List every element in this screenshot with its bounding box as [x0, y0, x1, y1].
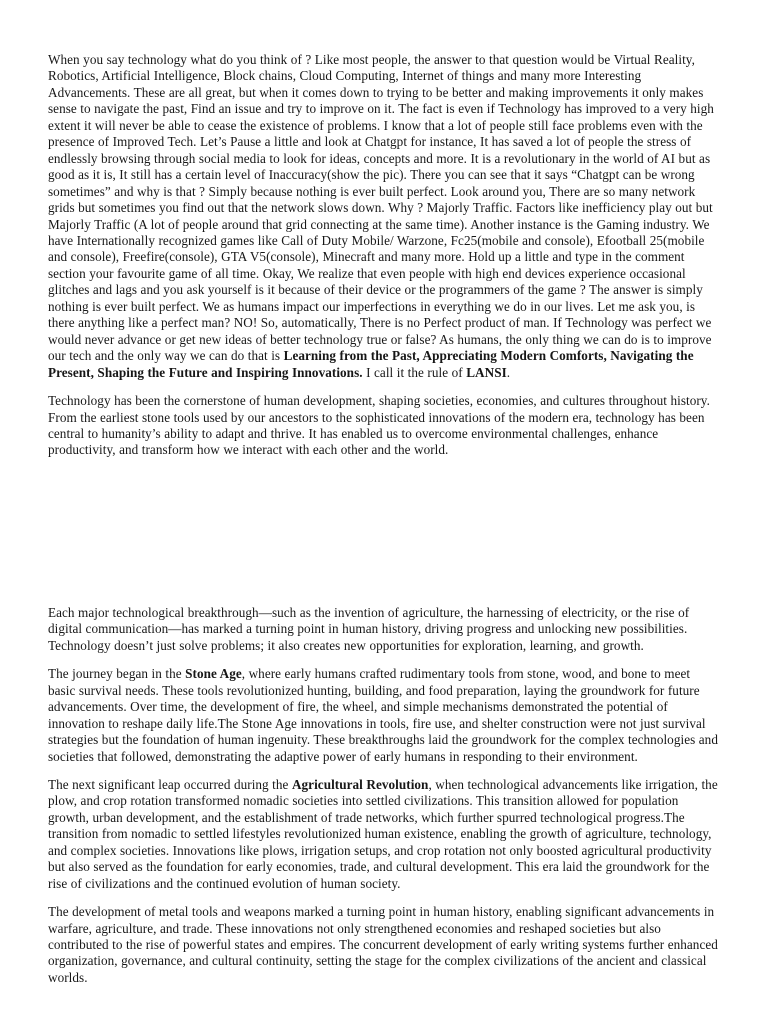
- paragraph-agricultural-revolution: [48, 777, 720, 892]
- paragraph-intro-bold-lansi: LANSI: [466, 364, 507, 380]
- paragraph-stone-age: [48, 666, 720, 765]
- paragraph-stone-age-text-1: The journey began in the: [48, 666, 186, 682]
- paragraph-breakthroughs: Each major technological breakthrough—such as the invention of agriculture, the harnessing of electricity, or the rise of digital communication—has marked a turning point in human history, driving progress and unlocking new possibilities. Technology doesn’t just solve problems; it also creates new opportunities for exploration, learning, and growth.: [48, 604, 690, 653]
- paragraph-metal-tools: The development of metal tools and weapons marked a turning point in human history, enabling significant advancements in warfare, agriculture, and trade. These innovations not only strengthened economies and reshaped societies but also contributed to the rise of powerful states and empires. The concurrent development of early writing systems further enhanced organization, governance, and cultural continuity, setting the stage for the complex civilizations of the ancient and classical worlds.: [48, 904, 718, 985]
- document-section-lower: [48, 605, 720, 987]
- paragraph-stone-age-bold-term: Stone Age: [185, 666, 242, 682]
- page-break-gap: [48, 471, 720, 605]
- document-body: [48, 52, 720, 986]
- paragraph-cornerstone: Technology has been the cornerstone of human development, shaping societies, economies, and cultures throughout history. From the earliest stone tools used by our ancestors to the sophisticated innovations of the modern era, technology has been central to humanity’s ability to adapt and thrive. It has enabled us to overcome environmental challenges, enhance productivity, and transform how we interact with each other and the world.: [48, 393, 710, 458]
- paragraph-intro-bold-lansi-rule: Learning from the Past, Appreciating Modern Comforts, Navigating the Present, Shaping the Future and Inspiring Innovations.: [48, 348, 694, 380]
- paragraph-agricultural-bold-term: Agricultural Revolution: [291, 776, 429, 792]
- paragraph-intro: [48, 52, 720, 381]
- paragraph-agricultural-text-2: , when technological advancements like irrigation, the plow, and crop rotation transformed nomadic societies into settled civilizations. This transition allowed for population growth, urban development, and the establishment of trade networks, which further spurred technological progress.The transition from nomadic to settled lifestyles revolutionized human existence, enabling the growth of agriculture, technology, and complex societies. Innovations like plows, irrigation setups, and crop rotation not only boosted agricultural productivity but also served as the foundation for early economies, trade, and cultural development. This era laid the groundwork for the rise of civilizations and the continued evolution of human society.: [48, 776, 718, 891]
- paragraph-intro-text-1: When you say technology what do you think of ? Like most people, the answer to that question would be Virtual Reality, Robotics, Artificial Intelligence, Block chains, Cloud Computing, Internet of things and many more Interesting Advancements. These are all great, but when it comes down to trying to be better and making improvements it only makes sense to navigate the past, Find an issue and try to improve on it. The fact is even if Technology has improved to a very high extent it will never be able to cease the existence of problems. I know that a lot of people still face problems even with the presence of Improved Tech. Let’s Pause a little and look at Chatgpt for instance, It has saved a lot of people the stress of endlessly browsing through social media to look for ideas, concepts and more. It is a revolutionary in the world of AI but as good as it is, It still has a certain level of Inaccuracy(show the pic). There you can see that it says “Chatgpt can be wrong sometimes” and why is that ? Simply because nothing is ever built perfect. Look around you, There are so many network grids but sometimes you find out that the network slows down. Why ? Majorly Traffic. Factors like inefficiency play out but Majorly Traffic (A lot of people around that grid connecting at the same time). Another instance is the Gaming industry. We have Internationally recognized games like Call of Duty Mobile/ Warzone, Fc25(mobile and console), Efootball 25(mobile and console), Freefire(console), GTA V5(console), Minecraft and many more. Hold up a little and type in the comment section your favourite game of all time. Okay, We realize that even people with high end devices experience occasional glitches and lags and you ask yourself is it because of their device or the programmers of the game ? The answer is simply nothing is ever built perfect. We as humans impact our imperfections in everything we do in our lives. Let me ask you, is there anything like a perfect man? NO! So, automatically, There is no Perfect product of man. If Technology was perfect we would never advance or get new ideas of better technology true or false? As humans, the only thing we can do is to improve our tech and the only way we can do that is: [48, 52, 714, 364]
- paragraph-stone-age-text-2: , where early humans crafted rudimentary tools from stone, wood, and bone to meet basic survival needs. These tools revolutionized hunting, building, and food preparation, laying the groundwork for future advancements. Over time, the development of fire, the wheel, and simple mechanisms demonstrated the potential of innovation to reshape daily life.The Stone Age innovations in tools, fire use, and shelter construction were not just survival strategies but the foundation of human ingenuity. These breakthroughs laid the groundwork for the complex technologies and societies that followed, demonstrating the adaptive power of early humans in responding to their environment.: [48, 666, 718, 764]
- paragraph-intro-text-3: .: [506, 364, 511, 380]
- paragraph-intro-text-2: I call it the rule of: [362, 364, 467, 380]
- paragraph-agricultural-text-1: The next significant leap occurred during the: [48, 776, 292, 792]
